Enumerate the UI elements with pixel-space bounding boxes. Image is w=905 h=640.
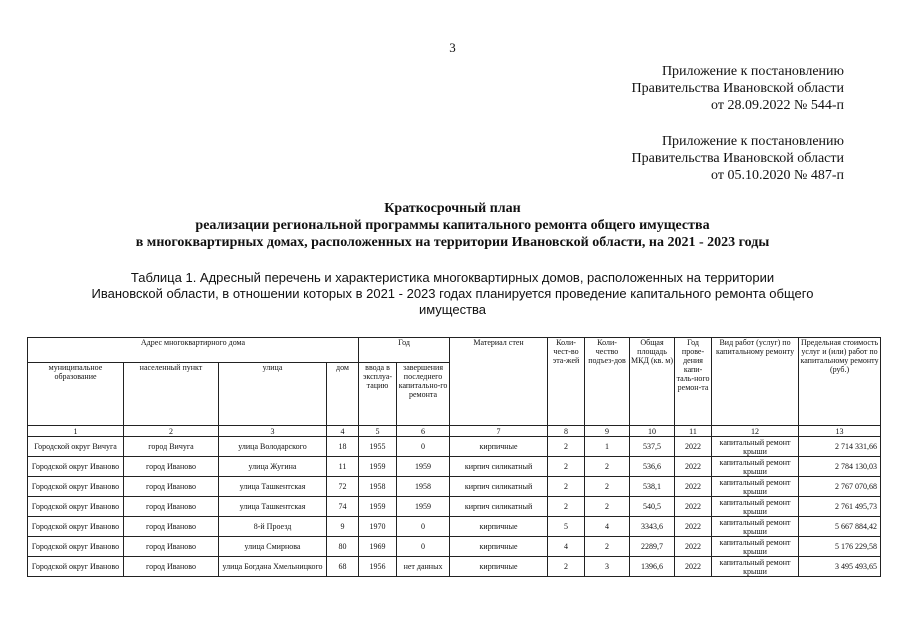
cell-settlement: город Иваново [124,497,219,517]
cell-area: 3343,6 [630,517,675,537]
cell-street: улица Ташкентская [219,497,327,517]
cell-floors: 2 [548,457,585,477]
cell-year-last-repair: 1958 [397,477,450,497]
cell-year-last-repair: 1959 [397,497,450,517]
table-caption-line: Таблица 1. Адресный перечень и характеристика многоквартирных домов, расположенных на территории [130,270,775,285]
column-number: 10 [630,426,675,437]
cell-material: кирпич силикатный [450,457,548,477]
cell-area: 540,5 [630,497,675,517]
cell-year-last-repair: 0 [397,537,450,557]
plan-title-line: в многоквартирных домах, расположенных на территории Ивановской области, на 2021 - 2023 годы [135,235,770,250]
plan-title-line: Краткосрочный план [384,201,521,216]
cell-repair-year: 2022 [675,497,712,517]
cell-repair-year: 2022 [675,537,712,557]
cell-year-built: 1969 [359,537,397,557]
header-house: дом [327,363,359,426]
cell-year-built: 1959 [359,497,397,517]
cell-municipality: Городской округ Иваново [28,557,124,577]
cell-street: улица Жугина [219,457,327,477]
appendix-note-current [632,63,844,114]
cell-work: капитальный ремонт крыши [712,517,799,537]
plan-title [0,200,905,251]
cell-year-last-repair: 1959 [397,457,450,477]
cell-year-built: 1955 [359,437,397,457]
appendix-line: Приложение к постановлению [661,64,844,79]
cell-settlement: город Иваново [124,457,219,477]
cell-settlement: город Иваново [124,557,219,577]
header-settlement: населенный пункт [124,363,219,426]
cell-repair-year: 2022 [675,437,712,457]
cell-work: капитальный ремонт крыши [712,437,799,457]
header-year-last-repair: завершения последнего капитально-го ремонта [397,363,450,426]
cell-street: улица Смирнова [219,537,327,557]
cell-settlement: город Иваново [124,517,219,537]
header-street: улица [219,363,327,426]
table-row [28,457,881,477]
column-number: 8 [548,426,585,437]
cell-entrances: 2 [585,477,630,497]
column-number: 9 [585,426,630,437]
header-year-built: ввода в эксплуа-тацию [359,363,397,426]
cell-floors: 5 [548,517,585,537]
cell-house: 18 [327,437,359,457]
cell-work: капитальный ремонт крыши [712,477,799,497]
cell-house: 68 [327,557,359,577]
page-number: 3 [449,40,456,55]
cell-work: капитальный ремонт крыши [712,457,799,477]
column-number: 13 [799,426,881,437]
cell-floors: 2 [548,437,585,457]
table-caption [50,270,855,318]
column-number: 7 [450,426,548,437]
table-row [28,477,881,497]
cell-cost: 2 761 495,73 [799,497,881,517]
cell-entrances: 3 [585,557,630,577]
cell-entrances: 2 [585,537,630,557]
table-row [28,557,881,577]
plan-title-line: реализации региональной программы капитального ремонта общего имущества [195,218,710,233]
appendix-date-line: от 28.09.2022 № 544-п [711,98,844,113]
cell-municipality: Городской округ Иваново [28,537,124,557]
cell-house: 11 [327,457,359,477]
header-address-group: Адрес многоквартирного дома [28,338,359,363]
table-body [28,437,881,577]
cell-entrances: 4 [585,517,630,537]
cell-work: капитальный ремонт крыши [712,557,799,577]
cell-work: капитальный ремонт крыши [712,497,799,517]
header-year-group: Год [359,338,450,363]
appendix-line: Приложение к постановлению [661,134,844,149]
column-number: 6 [397,426,450,437]
cell-municipality: Городской округ Иваново [28,477,124,497]
cell-material: кирпичные [450,437,548,457]
cell-repair-year: 2022 [675,477,712,497]
cell-cost: 3 495 493,65 [799,557,881,577]
table-row [28,437,881,457]
table-row [28,517,881,537]
cell-year-built: 1958 [359,477,397,497]
column-number: 12 [712,426,799,437]
cell-settlement: город Вичуга [124,437,219,457]
cell-material: кирпич силикатный [450,477,548,497]
cell-floors: 2 [548,557,585,577]
column-number: 4 [327,426,359,437]
cell-material: кирпич силикатный [450,497,548,517]
cell-house: 72 [327,477,359,497]
appendix-line: Правительства Ивановской области [631,81,844,96]
column-number: 1 [28,426,124,437]
appendix-line: Правительства Ивановской области [631,151,844,166]
cell-cost: 5 176 229,58 [799,537,881,557]
cell-entrances: 2 [585,497,630,517]
cell-year-built: 1970 [359,517,397,537]
cell-municipality: Городской округ Иваново [28,497,124,517]
column-number-row [28,426,881,437]
header-entrances: Коли-чество подъез-дов [585,338,630,426]
cell-settlement: город Иваново [124,477,219,497]
cell-house: 74 [327,497,359,517]
cell-street: 8-й Проезд [219,517,327,537]
cell-municipality: Городской округ Иваново [28,517,124,537]
cell-floors: 4 [548,537,585,557]
header-work-type: Вид работ (услуг) по капитальному ремонту [712,338,799,426]
appendix-date-line: от 05.10.2020 № 487-п [711,168,844,183]
cell-floors: 2 [548,497,585,517]
cell-repair-year: 2022 [675,557,712,577]
cell-settlement: город Иваново [124,537,219,557]
header-repair-year: Год прове-дения капи-таль-ного ремон-та [675,338,712,426]
cell-work: капитальный ремонт крыши [712,537,799,557]
cell-year-built: 1956 [359,557,397,577]
header-area: Общая площадь МКД (кв. м) [630,338,675,426]
cell-street: улица Богдана Хмельницкого [219,557,327,577]
table-row [28,537,881,557]
table-row [28,497,881,517]
appendix-note-original [632,133,844,184]
cell-entrances: 2 [585,457,630,477]
cell-cost: 2 767 070,68 [799,477,881,497]
cell-street: улица Ташкентская [219,477,327,497]
column-number: 3 [219,426,327,437]
cell-year-last-repair: 0 [397,517,450,537]
cell-area: 536,6 [630,457,675,477]
column-number: 5 [359,426,397,437]
cell-cost: 2 714 331,66 [799,437,881,457]
column-number: 2 [124,426,219,437]
cell-material: кирпичные [450,517,548,537]
cell-repair-year: 2022 [675,517,712,537]
header-floors: Коли-чест-во эта-жей [548,338,585,426]
cell-material: кирпичные [450,557,548,577]
cell-cost: 5 667 884,42 [799,517,881,537]
cell-year-built: 1959 [359,457,397,477]
address-table [27,337,881,577]
column-number: 11 [675,426,712,437]
cell-area: 538,1 [630,477,675,497]
cell-material: кирпичные [450,537,548,557]
cell-area: 1396,6 [630,557,675,577]
header-municipality: муниципальное образование [28,363,124,426]
cell-municipality: Городской округ Вичуга [28,437,124,457]
cell-area: 2289,7 [630,537,675,557]
cell-area: 537,5 [630,437,675,457]
cell-entrances: 1 [585,437,630,457]
cell-year-last-repair: нет данных [397,557,450,577]
cell-house: 80 [327,537,359,557]
cell-house: 9 [327,517,359,537]
cell-floors: 2 [548,477,585,497]
cell-street: улица Володарского [219,437,327,457]
header-max-cost: Предельная стоимость услуг и (или) работ по капитальному ремонту (руб.) [799,338,881,426]
header-wall-material: Материал стен [450,338,548,426]
cell-repair-year: 2022 [675,457,712,477]
table-caption-line: имущества [418,302,487,317]
cell-municipality: Городской округ Иваново [28,457,124,477]
cell-year-last-repair: 0 [397,437,450,457]
table-caption-line: Ивановской области, в отношении которых в 2021 - 2023 годах планируется проведение капитального ремонта общего [91,286,814,301]
cell-cost: 2 784 130,03 [799,457,881,477]
